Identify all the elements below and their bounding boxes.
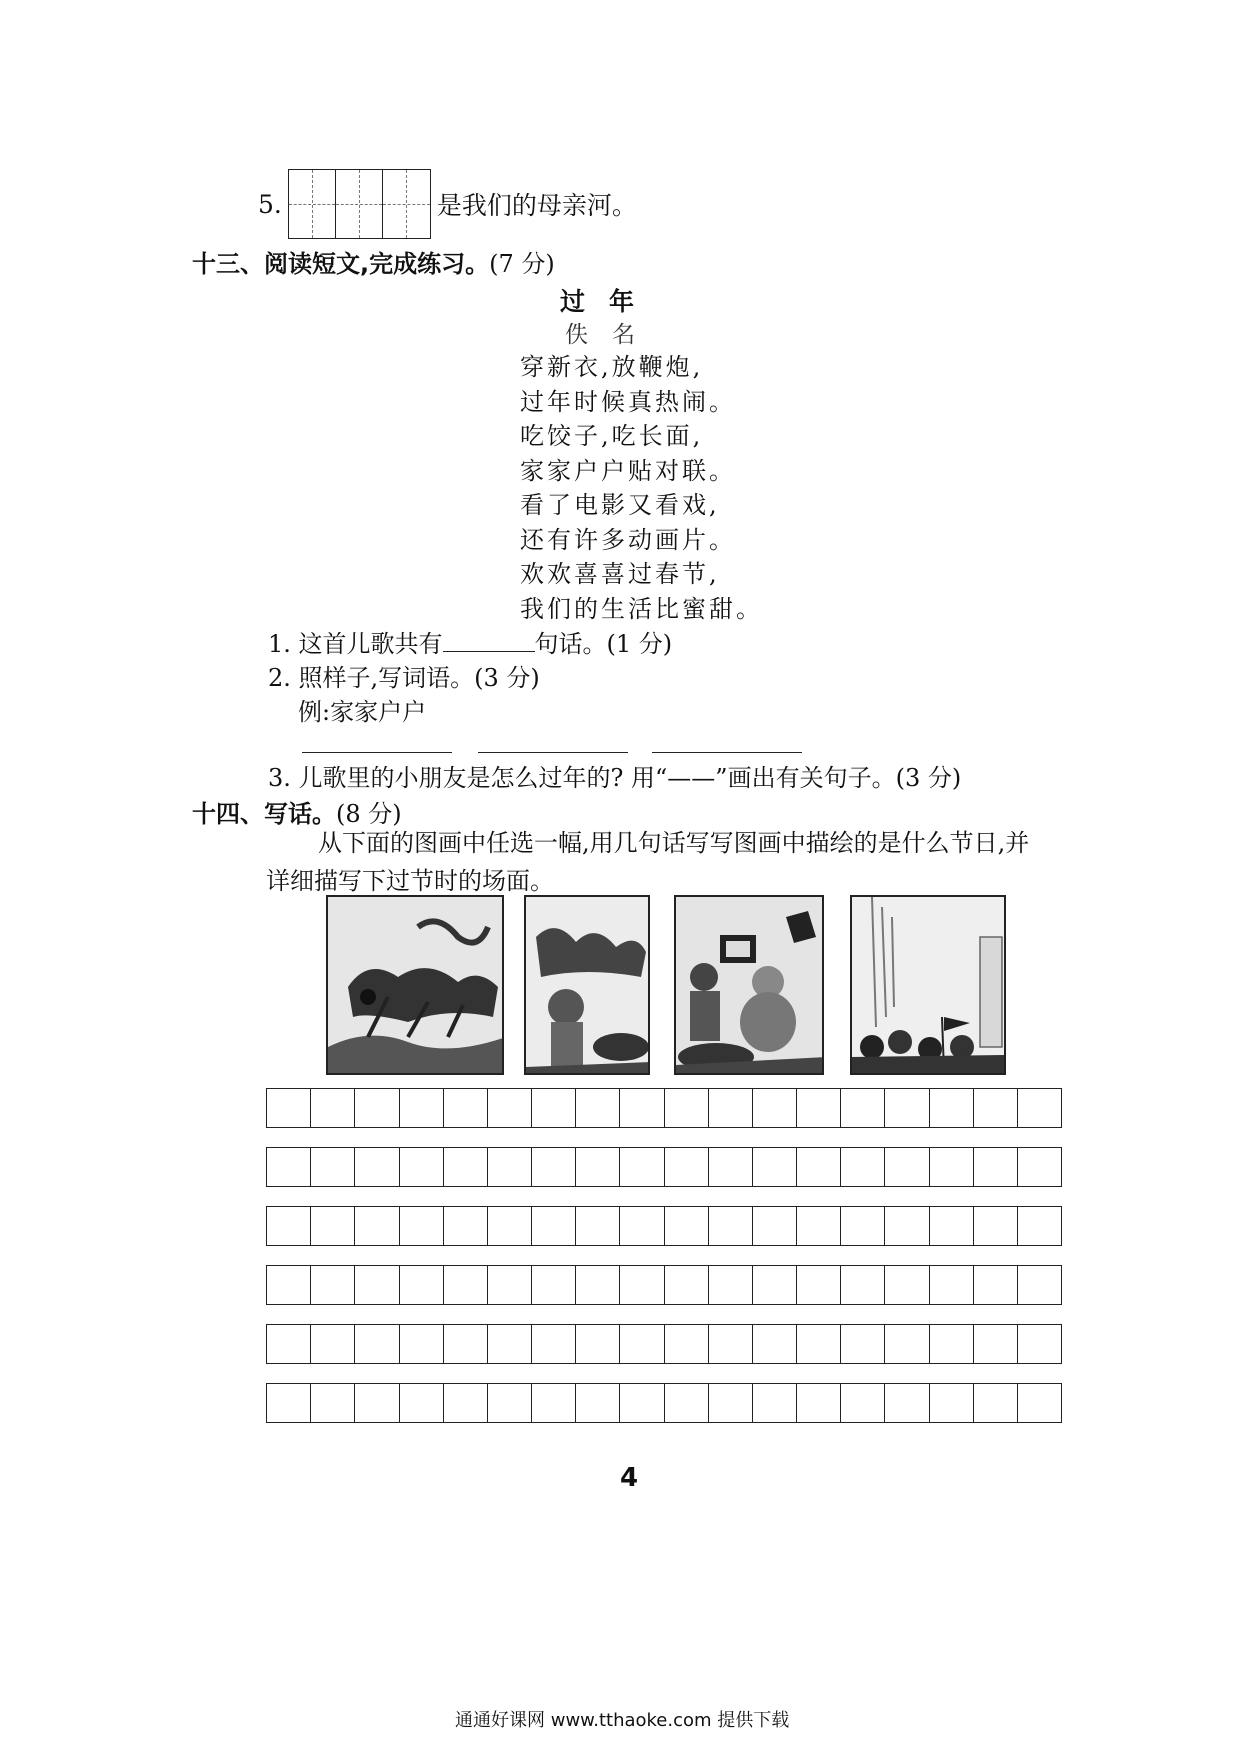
writing-grid-row[interactable] xyxy=(266,1206,1062,1246)
writing-grid-cell[interactable] xyxy=(709,1089,753,1127)
writing-grid-cell[interactable] xyxy=(709,1207,753,1245)
writing-grid-cell[interactable] xyxy=(1018,1089,1061,1127)
writing-grid-cell[interactable] xyxy=(355,1384,399,1422)
question-13-1 xyxy=(268,624,672,659)
writing-grid-cell[interactable] xyxy=(885,1384,929,1422)
poem-line: 欢欢喜喜过春节, xyxy=(520,560,720,588)
writing-grid-cell[interactable] xyxy=(753,1207,797,1245)
writing-grid-cell[interactable] xyxy=(444,1384,488,1422)
writing-grid-cell[interactable] xyxy=(355,1089,399,1127)
writing-grid-cell[interactable] xyxy=(576,1089,620,1127)
poem-line: 我们的生活比蜜甜。 xyxy=(520,594,763,623)
writing-grid-cell[interactable] xyxy=(974,1148,1018,1186)
writing-grid-cell[interactable] xyxy=(797,1207,841,1245)
writing-grid-cell[interactable] xyxy=(1018,1325,1061,1363)
poem-line: 穿新衣,放鞭炮, xyxy=(520,353,704,381)
writing-grid-cell[interactable] xyxy=(753,1325,797,1363)
question-13-2 xyxy=(268,658,540,693)
writing-grid-cell[interactable] xyxy=(311,1325,355,1363)
writing-grid-cell[interactable] xyxy=(797,1148,841,1186)
section-title: 十四、写话。 xyxy=(192,800,336,828)
writing-grid-cell[interactable] xyxy=(532,1384,576,1422)
writing-grid-cell[interactable] xyxy=(841,1266,885,1304)
writing-grid-cell[interactable] xyxy=(576,1384,620,1422)
writing-grid-cell[interactable] xyxy=(267,1266,311,1304)
question-text: 儿歌里的小朋友是怎么过年的? 用“——”画出有关句子。(3 分) xyxy=(298,764,962,792)
writing-grid-cell[interactable] xyxy=(974,1325,1018,1363)
writing-grid-cell[interactable] xyxy=(311,1266,355,1304)
writing-grid-row[interactable] xyxy=(266,1324,1062,1364)
writing-grid-cell[interactable] xyxy=(709,1325,753,1363)
writing-grid-cell[interactable] xyxy=(1018,1207,1061,1245)
writing-prompt-line-2: 详细描写下过节时的场面。 xyxy=(266,867,554,895)
writing-grid-row[interactable] xyxy=(266,1265,1062,1305)
writing-grid-cell[interactable] xyxy=(400,1384,444,1422)
writing-grid-cell[interactable] xyxy=(665,1207,709,1245)
writing-grid-cell[interactable] xyxy=(444,1207,488,1245)
writing-grid-cell[interactable] xyxy=(355,1148,399,1186)
tianzige-cell[interactable] xyxy=(336,170,383,238)
writing-grid-cell[interactable] xyxy=(444,1089,488,1127)
tianzige-cell[interactable] xyxy=(289,170,336,238)
writing-grid-cell[interactable] xyxy=(400,1148,444,1186)
writing-grid-cell[interactable] xyxy=(930,1089,974,1127)
poem-author: 佚名 xyxy=(565,322,659,348)
writing-grid-cell[interactable] xyxy=(797,1325,841,1363)
writing-grid-cell[interactable] xyxy=(885,1325,929,1363)
writing-grid-row[interactable] xyxy=(266,1383,1062,1423)
poem-line: 吃饺子,吃长面, xyxy=(520,422,704,450)
dragon-boat-picture xyxy=(326,895,504,1075)
writing-grid-cell[interactable] xyxy=(885,1148,929,1186)
writing-grid-cell[interactable] xyxy=(620,1384,664,1422)
writing-grid-cell[interactable] xyxy=(665,1148,709,1186)
writing-grid-cell[interactable] xyxy=(620,1207,664,1245)
example-text: 例:家家户户 xyxy=(298,698,427,726)
poem-line: 还有许多动画片。 xyxy=(520,525,736,554)
question-text: 句话。(1 分) xyxy=(534,630,673,658)
section-13-heading xyxy=(192,244,555,279)
writing-grid-cell[interactable] xyxy=(753,1266,797,1304)
writing-grid-cell[interactable] xyxy=(355,1207,399,1245)
writing-grid-cell[interactable] xyxy=(576,1148,620,1186)
poem-title: 过年 xyxy=(560,287,659,316)
writing-grid-cell[interactable] xyxy=(267,1325,311,1363)
poem-body xyxy=(520,350,763,626)
writing-grid-cell[interactable] xyxy=(930,1148,974,1186)
question-number: 5. xyxy=(258,189,282,219)
writing-grid-cell[interactable] xyxy=(267,1148,311,1186)
poem-line: 家家户户贴对联。 xyxy=(520,456,736,485)
writing-grid-cell[interactable] xyxy=(311,1207,355,1245)
writing-grid-cell[interactable] xyxy=(444,1148,488,1186)
writing-grid[interactable] xyxy=(266,1088,1062,1442)
writing-grid-cell[interactable] xyxy=(488,1207,532,1245)
answer-line[interactable] xyxy=(302,752,452,753)
writing-grid-cell[interactable] xyxy=(930,1384,974,1422)
page-number: 4 xyxy=(620,1463,639,1493)
poem-line: 看了电影又看戏, xyxy=(520,491,720,519)
writing-grid-cell[interactable] xyxy=(841,1207,885,1245)
writing-grid-cell[interactable] xyxy=(620,1325,664,1363)
mid-autumn-picture xyxy=(524,895,650,1075)
writing-grid-cell[interactable] xyxy=(444,1266,488,1304)
national-day-picture xyxy=(850,895,1006,1075)
writing-grid-cell[interactable] xyxy=(974,1384,1018,1422)
section-points: (8 分) xyxy=(336,800,402,828)
writing-grid-cell[interactable] xyxy=(532,1325,576,1363)
answer-blank[interactable] xyxy=(443,629,535,652)
writing-grid-cell[interactable] xyxy=(797,1384,841,1422)
writing-grid-cell[interactable] xyxy=(709,1148,753,1186)
question-text: 照样子,写词语。(3 分) xyxy=(298,664,540,692)
writing-grid-cell[interactable] xyxy=(576,1207,620,1245)
writing-grid-cell[interactable] xyxy=(841,1384,885,1422)
writing-grid-cell[interactable] xyxy=(620,1148,664,1186)
writing-grid-cell[interactable] xyxy=(709,1266,753,1304)
writing-grid-cell[interactable] xyxy=(930,1325,974,1363)
writing-grid-cell[interactable] xyxy=(355,1266,399,1304)
writing-grid-cell[interactable] xyxy=(885,1266,929,1304)
spring-festival-picture xyxy=(674,895,824,1075)
writing-grid-cell[interactable] xyxy=(885,1207,929,1245)
writing-grid-cell[interactable] xyxy=(1018,1384,1061,1422)
writing-grid-cell[interactable] xyxy=(488,1266,532,1304)
footer-text: 通通好课网 www.tthaoke.com 提供下载 xyxy=(455,1710,790,1731)
writing-grid-cell[interactable] xyxy=(400,1266,444,1304)
writing-grid-cell[interactable] xyxy=(488,1384,532,1422)
section-title: 十三、阅读短文,完成练习。 xyxy=(192,250,490,278)
writing-grid-cell[interactable] xyxy=(444,1325,488,1363)
writing-grid-cell[interactable] xyxy=(841,1325,885,1363)
writing-grid-cell[interactable] xyxy=(267,1089,311,1127)
question-number: 3. xyxy=(268,764,291,792)
writing-grid-cell[interactable] xyxy=(1018,1266,1061,1304)
writing-grid-cell[interactable] xyxy=(311,1384,355,1422)
writing-grid-cell[interactable] xyxy=(665,1089,709,1127)
writing-grid-cell[interactable] xyxy=(1018,1148,1061,1186)
question-number: 1. xyxy=(268,630,291,658)
writing-grid-cell[interactable] xyxy=(620,1089,664,1127)
poem-line: 过年时候真热闹。 xyxy=(520,387,736,416)
writing-prompt-line-1: 从下面的图画中任选一幅,用几句话写写图画中描绘的是什么节日,并 xyxy=(318,829,1030,857)
writing-grid-cell[interactable] xyxy=(665,1266,709,1304)
question-text: 这首儿歌共有 xyxy=(298,630,443,658)
question-5 xyxy=(258,168,637,240)
writing-grid-cell[interactable] xyxy=(576,1266,620,1304)
writing-grid-cell[interactable] xyxy=(576,1325,620,1363)
writing-grid-cell[interactable] xyxy=(532,1266,576,1304)
writing-grid-cell[interactable] xyxy=(753,1384,797,1422)
question-text: 是我们的母亲河。 xyxy=(436,191,637,220)
writing-grid-cell[interactable] xyxy=(753,1089,797,1127)
writing-grid-row[interactable] xyxy=(266,1147,1062,1187)
writing-grid-cell[interactable] xyxy=(797,1089,841,1127)
writing-grid-cell[interactable] xyxy=(797,1266,841,1304)
writing-grid-cell[interactable] xyxy=(532,1089,576,1127)
writing-grid-cell[interactable] xyxy=(974,1207,1018,1245)
writing-grid-cell[interactable] xyxy=(665,1325,709,1363)
tianzige-answer-boxes[interactable] xyxy=(288,169,431,239)
writing-grid-cell[interactable] xyxy=(841,1148,885,1186)
writing-grid-cell[interactable] xyxy=(311,1148,355,1186)
writing-grid-cell[interactable] xyxy=(400,1207,444,1245)
writing-grid-row[interactable] xyxy=(266,1088,1062,1128)
writing-grid-cell[interactable] xyxy=(267,1207,311,1245)
answer-line[interactable] xyxy=(652,752,802,753)
writing-grid-cell[interactable] xyxy=(532,1207,576,1245)
question-13-3 xyxy=(268,758,961,793)
writing-grid-cell[interactable] xyxy=(488,1148,532,1186)
writing-grid-cell[interactable] xyxy=(311,1089,355,1127)
writing-grid-cell[interactable] xyxy=(400,1089,444,1127)
answer-line[interactable] xyxy=(478,752,628,753)
writing-grid-cell[interactable] xyxy=(709,1384,753,1422)
writing-grid-cell[interactable] xyxy=(620,1266,664,1304)
tianzige-cell[interactable] xyxy=(383,170,430,238)
writing-grid-cell[interactable] xyxy=(974,1266,1018,1304)
writing-grid-cell[interactable] xyxy=(930,1207,974,1245)
writing-grid-cell[interactable] xyxy=(267,1384,311,1422)
writing-grid-cell[interactable] xyxy=(488,1089,532,1127)
section-points: (7 分) xyxy=(489,250,555,278)
writing-grid-cell[interactable] xyxy=(400,1325,444,1363)
writing-grid-cell[interactable] xyxy=(885,1089,929,1127)
writing-grid-cell[interactable] xyxy=(974,1089,1018,1127)
writing-grid-cell[interactable] xyxy=(355,1325,399,1363)
writing-grid-cell[interactable] xyxy=(841,1089,885,1127)
writing-grid-cell[interactable] xyxy=(488,1325,532,1363)
writing-grid-cell[interactable] xyxy=(532,1148,576,1186)
writing-grid-cell[interactable] xyxy=(665,1384,709,1422)
writing-grid-cell[interactable] xyxy=(753,1148,797,1186)
question-number: 2. xyxy=(268,664,291,692)
writing-grid-cell[interactable] xyxy=(930,1266,974,1304)
